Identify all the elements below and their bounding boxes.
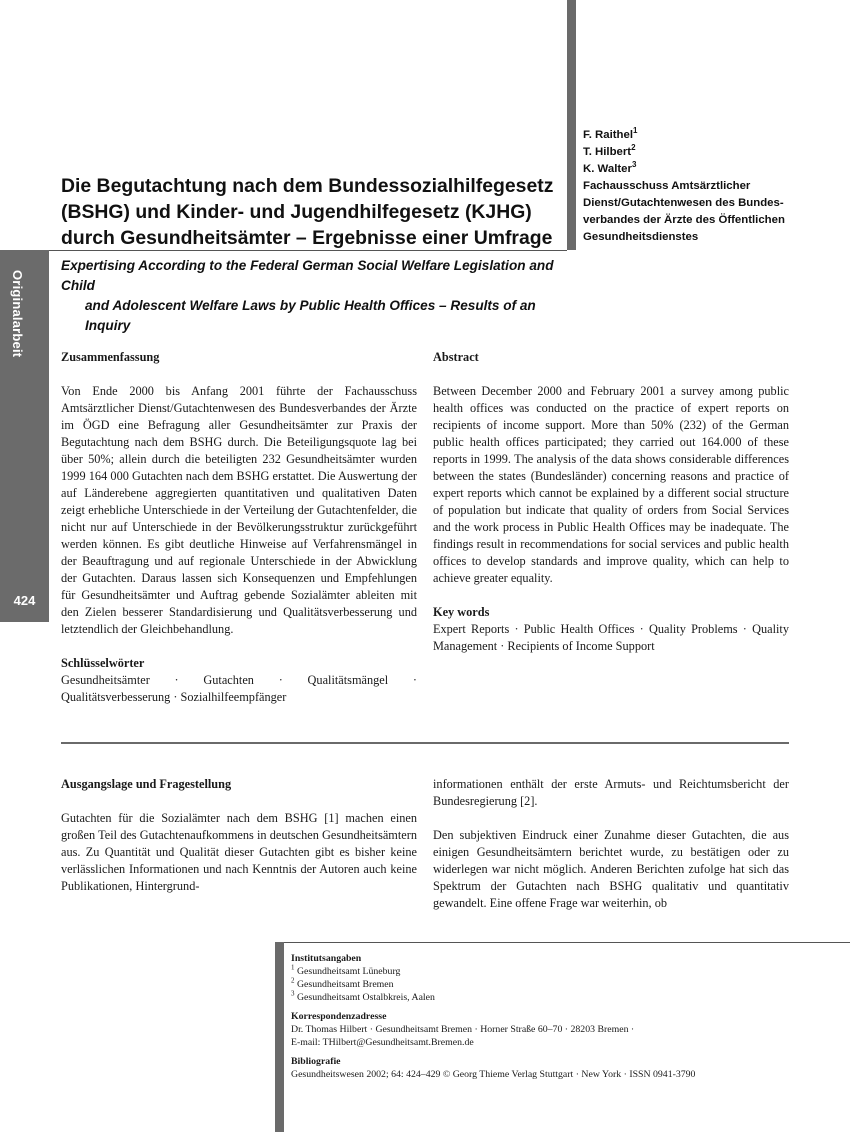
institute-line: $^2$ Gesundheitsamt Bremen [291, 976, 394, 990]
bibliography-heading: Bibliografie [291, 1056, 341, 1067]
section-divider [61, 742, 789, 744]
info-box-rule [284, 942, 850, 943]
correspondence-email[interactable]: E-mail: THilbert@Gesundheitsamt.Bremen.de [291, 1037, 474, 1048]
abstract-text: Between December 2000 and February 2001 a survey among public health offices was conducted on the practice of expert reports on recipients of income support. More than 50% (232) of the German public health offices participated; they carried out 164.000 of these reports in 1999. The analysis of the data shows considerable differences between the states (Bundesländer) concerning reasons and practice of expert reports which cannot be explained by a different social structure of population but indicate that quality of orders from Social Services and the work process in Public Health Offices may be inadequate. The findings result in recommendations for social services and public health offices to develop standards and improve quality, which can help to achieve greater equality. [433, 384, 789, 585]
correspondence-group [291, 1010, 831, 1049]
section-label: Originalarbeit [10, 270, 25, 358]
summary-column-german [61, 349, 417, 706]
author: K. Walter$^3$ [583, 160, 637, 175]
ausgangslage-heading: Ausgangslage und Fragestellung [61, 777, 232, 791]
institutes-group [291, 952, 831, 1004]
page-number: 424 [13, 593, 36, 608]
schluesselwoerter-text: Gesundheitsämter · Gutachten · Qualitätsmängel · Qualitätsverbesserung · Sozialhilfeempfänger [61, 673, 417, 704]
author-affiliation: Fachausschuss Amtsärztlicher Dienst/Gutachtenwesen des Bundes-verbandes der Ärzte des Öffentlichen Gesundheitsdienstes [583, 180, 785, 243]
section-side-tab [0, 250, 49, 622]
english-title-line-2: and Adolescent Welfare Laws by Public Health Offices – Results of an Inquiry [85, 298, 536, 333]
zusammenfassung-heading: Zusammenfassung [61, 350, 160, 364]
body-column-right [433, 776, 789, 912]
body-paragraph: informationen enthält der erste Armuts- und Reichtumsbericht der Bundesregierung [2]. [433, 777, 789, 808]
top-vertical-bar [567, 0, 576, 250]
correspondence-address: Dr. Thomas Hilbert · Gesundheitsamt Bremen · Horner Straße 60–70 · 28203 Bremen · [291, 1024, 635, 1035]
info-box [291, 952, 831, 1087]
institutes-heading: Institutsangaben [291, 953, 362, 964]
zusammenfassung-text: Von Ende 2000 bis Anfang 2001 führte der Fachausschuss Amtsärztlicher Dienst/Gutachtenwesen des Bundesverbandes der Ärzte im ÖGD eine Befragung aller Gesundheitsämter zur Praxis der Begutachtung nach dem BSHG durch. Die Beteiligungsquote lag bei über 50%; allein durch die beteiligten 232 Gesundheitsämter wurden 1999 164 000 Gutachten nach dem BSHG erstattet. Die Auswertung der auf Länderebene aggregierten quantitativen und qualitativen Daten zeigt erhebliche Unterschiede in der Verteilung der Gutachtenfelder, die nicht nur auf Unterschiede in der Bevölkerungsstruktur zurückgeführt werden können. Es gibt deutliche Hinweise auf Verfahrensmängel in der Beauftragung und auf regionale Unterschiede in der Abwicklung der Gutachten. Daraus lassen sich Konsequenzen und Empfehlungen für Gesundheitsämter und Auftrag gebende Sozialämter ableiten mit den Zielen besserer Standardisierung und Qualitätsverbesserung und letztendlich der Gleichbehandlung. [61, 384, 417, 636]
title-divider [49, 250, 567, 251]
institute-line: $^1$ Gesundheitsamt Lüneburg [291, 963, 401, 977]
institute-line: $^3$ Gesundheitsamt Ostalbkreis, Aalen [291, 989, 435, 1003]
english-title-line-1: Expertising According to the Federal German Social Welfare Legislation and Child [61, 258, 554, 293]
schluesselwoerter-heading: Schlüsselwörter [61, 656, 145, 670]
author: F. Raithel$^1$ [583, 126, 638, 141]
keywords-heading: Key words [433, 605, 490, 619]
bibliography-text: Gesundheitswesen 2002; 64: 424–429 © Georg Thieme Verlag Stuttgart · New York · ISSN 0941-3790 [291, 1069, 696, 1080]
body-paragraph: Gutachten für die Sozialämter nach dem BSHG [1] machen einen großen Teil des Gutachtenaufkommens in deutschen Gesundheitsämtern aus. Zu Quantität und Qualität dieser Gutachten gibt es bisher keine verlässlichen Informationen und nach Kenntnis der Autoren auch keine Publikationen, Hintergrund- [61, 811, 417, 893]
summary-column-english [433, 349, 789, 655]
abstract-heading: Abstract [433, 350, 479, 364]
info-box-bar [275, 942, 284, 1132]
correspondence-heading: Korrespondenzadresse [291, 1011, 387, 1022]
english-title [61, 256, 561, 336]
bibliography-group [291, 1055, 831, 1081]
body-column-left [61, 776, 417, 895]
body-paragraph: Den subjektiven Eindruck einer Zunahme dieser Gutachten, die aus einigen Gesundheitsämtern berichtet wurde, zu bestätigen oder zu widerlegen war nicht möglich. Anderen Berichten zufolge hat sich das Spektrum der Gutachten nach BSHG qualitativ und quantitativ gewandelt. Eine offene Frage war weiterhin, ob [433, 828, 789, 910]
author-block [583, 127, 798, 246]
author: T. Hilbert$^2$ [583, 143, 636, 158]
article-title: Die Begutachtung nach dem Bundessozialhilfegesetz (BSHG) und Kinder- und Jugendhilfegesetz (KJHG) durch Gesundheitsämter – Ergebnisse einer Umfrage [61, 175, 554, 249]
keywords-text: Expert Reports · Public Health Offices · Quality Problems · Quality Management · Recipients of Income Support [433, 622, 789, 653]
